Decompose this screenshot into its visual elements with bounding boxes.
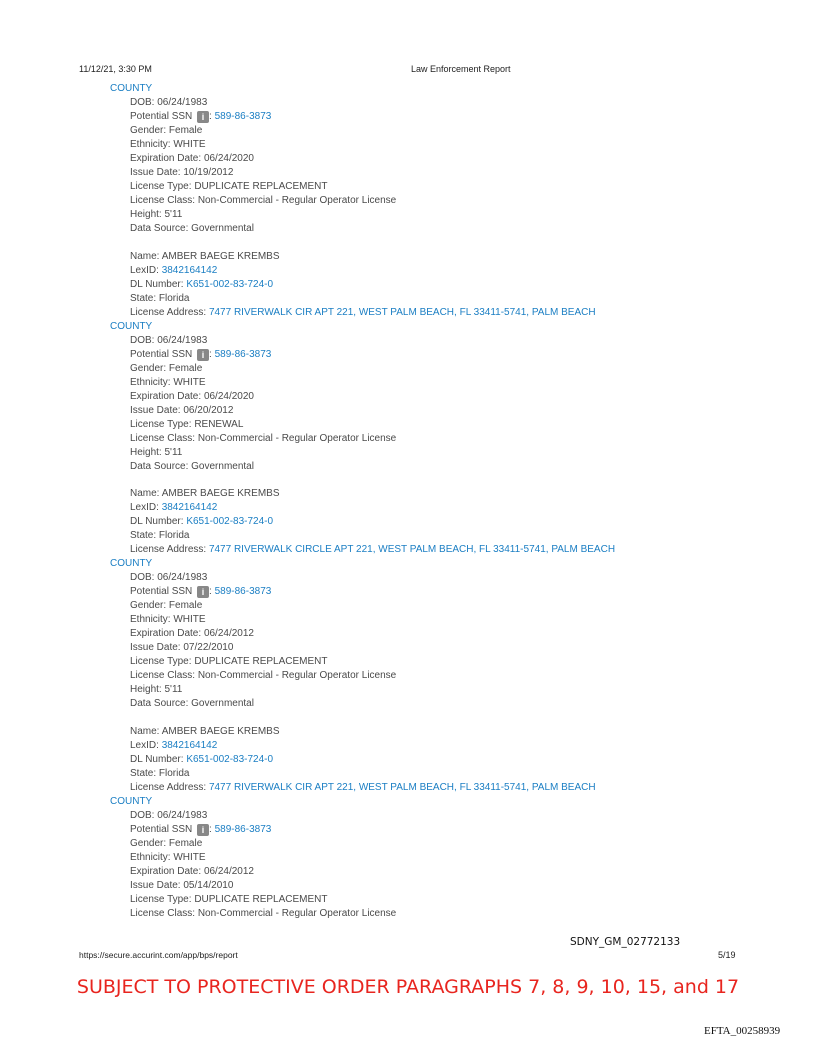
name-label: Name: <box>130 250 162 262</box>
ssn-separator: : <box>209 348 215 360</box>
gender-value: Female <box>168 600 203 611</box>
license-type-label: License Type: <box>130 893 195 905</box>
issue-label: Issue Date: <box>130 167 184 178</box>
dl-number-link[interactable]: K651-002-83-724-0 <box>186 516 274 527</box>
license-type-value: DUPLICATE REPLACEMENT <box>194 893 328 905</box>
dl-number-label: DL Number: <box>130 278 187 290</box>
dob-value: 06/24/1983 <box>157 809 208 821</box>
state-value: Florida <box>158 767 190 779</box>
license-record <box>110 334 790 558</box>
ethnicity-value: WHITE <box>173 851 206 863</box>
issue-value: 07/22/2010 <box>183 642 234 653</box>
name-value: AMBER BAEGE KREMBS <box>161 250 280 262</box>
info-icon[interactable]: i <box>197 586 209 598</box>
info-icon[interactable]: i <box>197 349 209 361</box>
dob-label: DOB: <box>130 572 158 583</box>
state-value: Florida <box>158 292 190 304</box>
expiration-value: 06/24/2012 <box>203 865 254 877</box>
county-label <box>110 557 790 571</box>
gender-value: Female <box>168 125 203 136</box>
lexid-link[interactable]: 3842164142 <box>161 264 218 276</box>
county-link[interactable]: COUNTY <box>110 83 153 94</box>
footer-url: https://secure.accurint.com/app/bps/report <box>79 950 238 960</box>
license-class-label: License Class: <box>130 907 198 919</box>
ethnicity-value: WHITE <box>173 376 206 388</box>
state-label: State: <box>130 292 159 304</box>
dl-number-label: DL Number: <box>130 753 187 765</box>
license-type-label: License Type: <box>130 181 195 192</box>
issue-value: 05/14/2010 <box>183 879 234 891</box>
license-type-value: DUPLICATE REPLACEMENT <box>194 181 328 192</box>
ethnicity-value: WHITE <box>173 139 206 150</box>
ssn-label: Potential SSN <box>130 586 196 597</box>
info-icon[interactable]: i <box>197 824 209 836</box>
expiration-label: Expiration Date: <box>130 865 204 877</box>
license-record <box>110 96 790 320</box>
license-type-label: License Type: <box>130 418 195 430</box>
ethnicity-label: Ethnicity: <box>130 614 174 625</box>
ssn-label: Potential SSN <box>130 111 196 122</box>
gender-value: Female <box>168 837 203 849</box>
license-address-link[interactable]: 7477 RIVERWALK CIR APT 221, WEST PALM BEACH, FL 33411-5741, PALM BEACH <box>208 306 596 318</box>
ssn-label: Potential SSN <box>130 823 196 835</box>
gender-value: Female <box>168 362 203 374</box>
license-address-label: License Address: <box>130 544 209 555</box>
gender-label: Gender: <box>130 837 169 849</box>
license-record <box>110 571 790 795</box>
expiration-label: Expiration Date: <box>130 628 204 639</box>
license-address-link[interactable]: 7477 RIVERWALK CIRCLE APT 221, WEST PALM BEACH, FL 33411-5741, PALM BEACH <box>208 544 616 555</box>
license-address-label: License Address: <box>130 306 209 318</box>
ethnicity-label: Ethnicity: <box>130 376 174 388</box>
dl-number-label: DL Number: <box>130 516 187 527</box>
county-link[interactable]: COUNTY <box>110 558 153 569</box>
dob-value: 06/24/1983 <box>157 572 208 583</box>
ssn-link[interactable]: 589-86-3873 <box>214 111 272 122</box>
gender-label: Gender: <box>130 125 169 136</box>
height-label: Height: <box>130 684 165 695</box>
dob-label: DOB: <box>130 334 158 346</box>
page-number: 5/19 <box>718 950 736 960</box>
dl-number-link[interactable]: K651-002-83-724-0 <box>186 278 274 290</box>
state-value: Florida <box>158 530 190 541</box>
data-source-value: Governmental <box>191 460 254 472</box>
license-address-label: License Address: <box>130 781 209 793</box>
license-class-value: Non-Commercial - Regular Operator License <box>197 907 397 919</box>
data-source-value: Governmental <box>191 223 254 234</box>
lexid-label: LexID: <box>130 264 162 276</box>
ethnicity-label: Ethnicity: <box>130 139 174 150</box>
gender-label: Gender: <box>130 600 169 611</box>
dob-label: DOB: <box>130 97 158 108</box>
lexid-label: LexID: <box>130 739 162 751</box>
license-address-link[interactable]: 7477 RIVERWALK CIR APT 221, WEST PALM BEACH, FL 33411-5741, PALM BEACH <box>208 781 596 793</box>
ssn-link[interactable]: 589-86-3873 <box>214 586 272 597</box>
expiration-label: Expiration Date: <box>130 390 204 402</box>
state-label: State: <box>130 530 159 541</box>
issue-value: 06/20/2012 <box>183 404 234 416</box>
license-record <box>110 809 790 921</box>
county-link[interactable]: COUNTY <box>110 320 153 332</box>
ssn-link[interactable]: 589-86-3873 <box>214 823 272 835</box>
license-type-value: DUPLICATE REPLACEMENT <box>194 656 328 667</box>
ssn-link[interactable]: 589-86-3873 <box>214 348 272 360</box>
county-label <box>110 82 790 96</box>
lexid-link[interactable]: 3842164142 <box>161 739 218 751</box>
issue-label: Issue Date: <box>130 404 184 416</box>
name-label: Name: <box>130 488 162 499</box>
ssn-separator: : <box>209 111 215 122</box>
license-class-label: License Class: <box>130 432 198 444</box>
bates-number: SDNY_GM_02772133 <box>570 936 681 948</box>
ethnicity-label: Ethnicity: <box>130 851 174 863</box>
license-class-value: Non-Commercial - Regular Operator License <box>197 195 397 206</box>
issue-label: Issue Date: <box>130 879 184 891</box>
license-type-label: License Type: <box>130 656 195 667</box>
lexid-link[interactable]: 3842164142 <box>161 502 218 513</box>
license-class-value: Non-Commercial - Regular Operator License <box>197 432 397 444</box>
state-label: State: <box>130 767 159 779</box>
dob-value: 06/24/1983 <box>157 334 208 346</box>
issue-value: 10/19/2012 <box>183 167 234 178</box>
license-class-label: License Class: <box>130 670 198 681</box>
data-source-label: Data Source: <box>130 223 192 234</box>
efta-number: EFTA_00258939 <box>704 1025 781 1037</box>
spacer <box>130 474 790 488</box>
license-type-value: RENEWAL <box>194 418 244 430</box>
data-source-label: Data Source: <box>130 698 192 709</box>
lexid-label: LexID: <box>130 502 162 513</box>
ethnicity-value: WHITE <box>173 614 206 625</box>
name-value: AMBER BAEGE KREMBS <box>161 488 280 499</box>
print-timestamp: 11/12/21, 3:30 PM <box>79 64 152 74</box>
name-value: AMBER BAEGE KREMBS <box>161 725 280 737</box>
ssn-separator: : <box>209 586 215 597</box>
ssn-label: Potential SSN <box>130 348 196 360</box>
ssn-separator: : <box>209 823 215 835</box>
height-label: Height: <box>130 209 165 220</box>
dl-number-link[interactable]: K651-002-83-724-0 <box>186 753 274 765</box>
expiration-value: 06/24/2020 <box>203 390 254 402</box>
data-source-value: Governmental <box>191 698 254 709</box>
expiration-label: Expiration Date: <box>130 153 204 164</box>
license-class-value: Non-Commercial - Regular Operator License <box>197 670 397 681</box>
protective-order-notice: SUBJECT TO PROTECTIVE ORDER PARAGRAPHS 7, 8, 9, 10, 15, and 17 <box>76 976 740 998</box>
gender-label: Gender: <box>130 362 169 374</box>
height-value: 5'11 <box>164 209 183 220</box>
license-class-label: License Class: <box>130 195 198 206</box>
expiration-value: 06/24/2020 <box>203 153 254 164</box>
spacer <box>130 711 790 725</box>
data-source-label: Data Source: <box>130 460 192 472</box>
height-value: 5'11 <box>164 684 183 695</box>
county-label <box>110 320 790 334</box>
dob-value: 06/24/1983 <box>157 97 208 108</box>
county-link[interactable]: COUNTY <box>110 795 153 807</box>
spacer <box>130 236 790 250</box>
height-value: 5'11 <box>164 446 183 458</box>
dob-label: DOB: <box>130 809 158 821</box>
name-label: Name: <box>130 725 162 737</box>
page-title: Law Enforcement Report <box>411 64 511 74</box>
issue-label: Issue Date: <box>130 642 184 653</box>
report-content <box>110 82 790 921</box>
county-label <box>110 795 790 809</box>
info-icon[interactable]: i <box>197 111 209 123</box>
expiration-value: 06/24/2012 <box>203 628 254 639</box>
height-label: Height: <box>130 446 165 458</box>
